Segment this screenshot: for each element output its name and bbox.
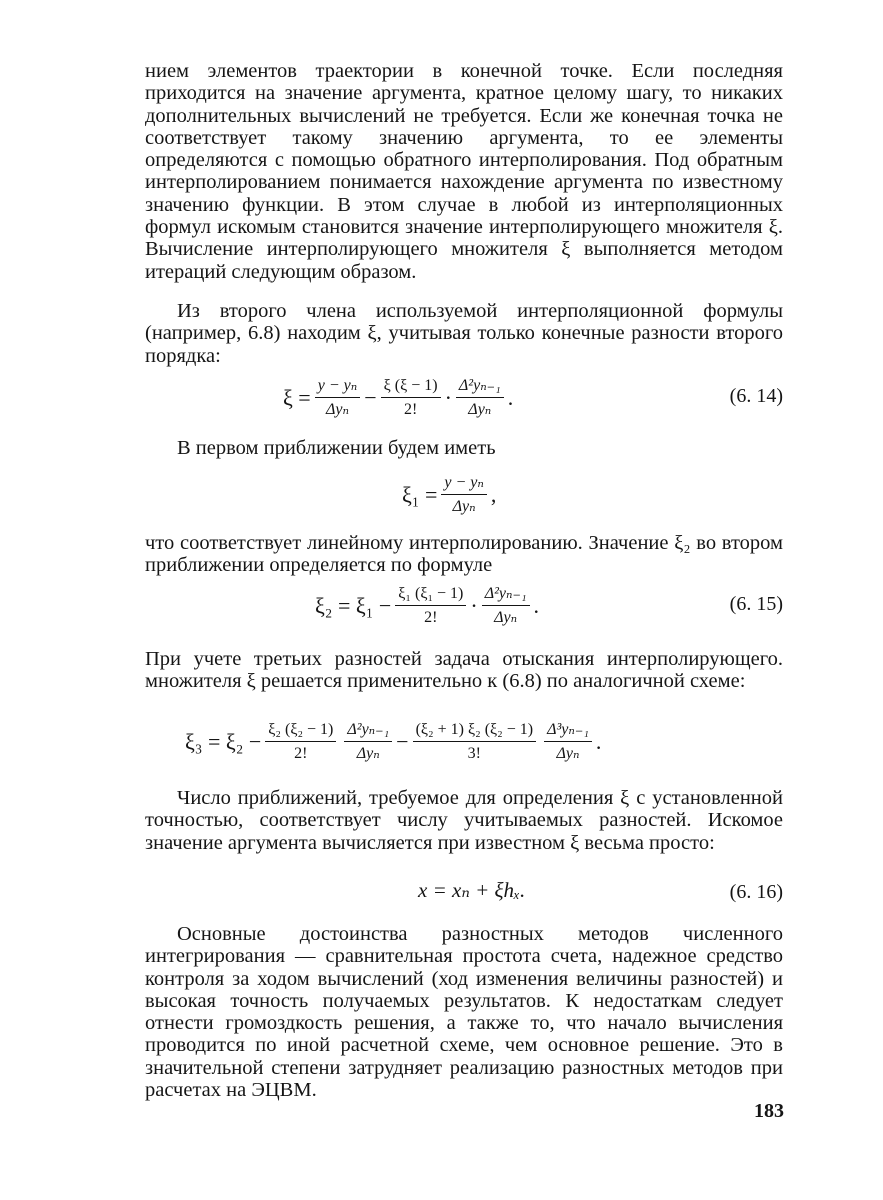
operator: · <box>444 385 452 410</box>
denominator: Δyₙ <box>452 498 476 515</box>
paragraph-6: Число приближений, требуемое для определения ξ с установленной точностью, соответствует числу учитываемых разностей. Искомое значение аргумента вычисляется при известном ξ весьма просто: <box>145 787 783 854</box>
numerator: Δ²yₙ₋₁ <box>482 586 530 606</box>
paragraph-1: нием элементов траектории в конечной точке. Если последняя приходится на значение аргумента, кратное целому шагу, то никаких дополнительных вычислений не требуется. Если же конечная точка не соответствует такому значению аргумента, то ее элементы определяются с помощью обратного интерполирования. Под обратным интерполированием понимается нахождение аргумента по известному значению функции. В этом случае в любой из интерполяционных формул искомым становится значение интерполирующего множителя ξ. Вычисление интерполирующего множителя ξ выполняется методом итераций следующим образом. <box>145 60 783 283</box>
eq-lhs: ξ₂ = ξ₁ − <box>315 593 392 618</box>
numerator: y − yₙ <box>315 378 360 398</box>
numerator: Δ²yₙ₋₁ <box>344 722 392 742</box>
equation-number: (6. 16) <box>729 881 783 903</box>
numerator: ξ (ξ − 1) <box>381 378 441 398</box>
numerator: ξ₂ (ξ₂ − 1) <box>265 722 336 742</box>
eq-lhs: ξ₃ = ξ₂ − <box>185 729 262 754</box>
operator: · <box>470 593 478 618</box>
eq-lhs: ξ = <box>283 385 311 410</box>
operator: − <box>396 729 409 754</box>
page-number: 183 <box>754 1100 784 1122</box>
fraction <box>344 722 392 762</box>
paragraph-7: Основные достоинства разностных методов численного интегрирования — сравнительная простота счета, надежное средство контроля за ходом вычислений (ход изменения величины разностей) и высокая точность получаемых результатов. К недостаткам следует отнести громоздкость решения, а также то, что начало вычисления проводится по иной расчетной схеме, чем основное решение. Это в значительной степени затрудняет реализацию разностных методов при расчетах на ЭЦВМ. <box>145 923 783 1102</box>
fraction <box>265 722 336 762</box>
fraction <box>482 586 530 626</box>
equation-number: (6. 15) <box>729 593 783 615</box>
numerator: ξ₁ (ξ₁ − 1) <box>395 586 466 606</box>
operator: − <box>364 385 377 410</box>
denominator: 2! <box>294 745 308 762</box>
fraction <box>441 475 486 515</box>
denominator: Δyₙ <box>468 401 492 418</box>
fraction <box>413 722 537 762</box>
paragraph-4: что соответствует линейному интерполированию. Значение ξ₂ во втором приближении определяется по формуле <box>145 532 783 577</box>
denominator: 3! <box>467 745 481 762</box>
eq-lhs: ξ₁ = <box>402 482 438 507</box>
fraction <box>381 378 441 418</box>
denominator: 2! <box>403 401 418 418</box>
eq-body: x = xₙ + ξhₓ. <box>418 878 526 902</box>
denominator: Δyₙ <box>325 401 349 418</box>
fraction <box>315 378 360 418</box>
operator: . <box>507 385 514 410</box>
operator: . <box>533 593 539 618</box>
equation-number: (6. 14) <box>729 385 783 407</box>
denominator: Δyₙ <box>556 745 580 762</box>
paragraph-2: Из второго члена используемой интерполяционной формулы (например, 6.8) находим ξ, учитывая только конечные разности второго порядка: <box>145 300 783 367</box>
fraction <box>395 586 466 626</box>
denominator: 2! <box>424 609 438 626</box>
denominator: Δyₙ <box>494 609 518 626</box>
numerator: Δ²yₙ₋₁ <box>456 378 504 398</box>
fraction <box>456 378 504 418</box>
numerator: y − yₙ <box>441 475 486 495</box>
operator: , <box>490 482 497 507</box>
denominator: Δyₙ <box>356 745 380 762</box>
fraction <box>544 722 592 762</box>
operator: . <box>595 729 602 754</box>
paragraph-3: В первом приближении будем иметь <box>177 437 496 459</box>
numerator: (ξ₂ + 1) ξ₂ (ξ₂ − 1) <box>413 722 537 742</box>
paragraph-5: При учете третьих разностей задача отыскания интерполирующего. множителя ξ решается применительно к (6.8) по аналогичной схеме: <box>145 648 783 693</box>
numerator: Δ³yₙ₋₁ <box>544 722 592 742</box>
